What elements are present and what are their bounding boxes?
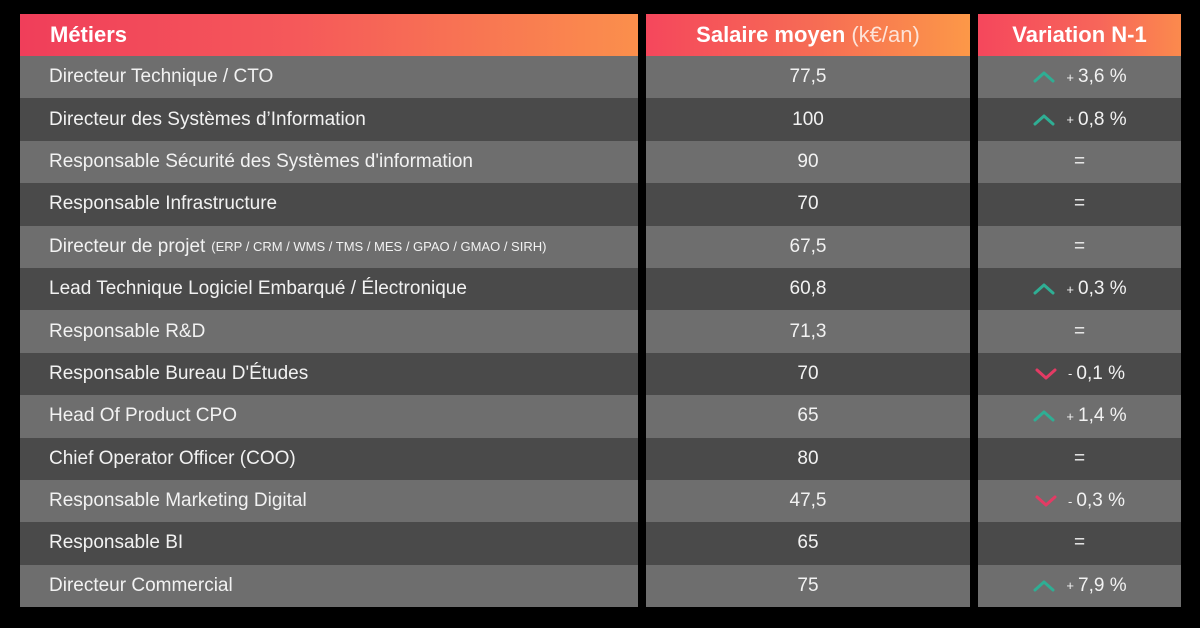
variation-value: =	[1073, 193, 1086, 215]
job-name: Responsable Infrastructure	[49, 193, 278, 215]
variation-value: 7,9 %	[1078, 574, 1127, 596]
salary-value: 80	[797, 447, 819, 469]
table-row-salary	[646, 310, 970, 352]
variation-sign: +	[1066, 578, 1074, 594]
salary-value: 100	[792, 108, 824, 130]
table-row-variation	[978, 438, 1181, 480]
salary-header-label: Salaire moyen	[696, 22, 846, 47]
salary-value: 75	[797, 574, 819, 596]
job-name: Responsable R&D	[49, 320, 206, 342]
job-name: Head Of Product CPO	[49, 405, 237, 427]
jobs-header	[20, 14, 638, 56]
variation-column	[978, 14, 1181, 607]
salary-header	[646, 14, 970, 56]
job-name: Directeur Technique / CTO	[49, 66, 274, 88]
variation-value: =	[1073, 235, 1086, 257]
table-row-job	[20, 310, 638, 352]
table-row-job	[20, 183, 638, 225]
table-row-variation	[978, 141, 1181, 183]
table-row-salary	[646, 565, 970, 607]
jobs-header-label: Métiers	[50, 22, 128, 47]
variation-value: =	[1073, 447, 1086, 469]
table-row-variation	[978, 56, 1181, 98]
salary-value: 70	[797, 193, 819, 215]
salary-value: 67,5	[789, 235, 827, 257]
salary-value: 70	[797, 362, 819, 384]
variation-sign: +	[1066, 408, 1074, 424]
variation-sign: +	[1066, 69, 1074, 85]
table-row-variation	[978, 310, 1181, 352]
table-row-variation	[978, 98, 1181, 140]
arrow-up-icon	[1032, 409, 1056, 423]
table-row-job	[20, 438, 638, 480]
table-row-job	[20, 141, 638, 183]
table-row-job	[20, 98, 638, 140]
job-name: Responsable BI	[49, 532, 184, 554]
table-row-salary	[646, 226, 970, 268]
arrow-down-icon	[1034, 367, 1058, 381]
salary-value: 65	[797, 405, 819, 427]
table-row-variation	[978, 565, 1181, 607]
variation-value: =	[1073, 532, 1086, 554]
jobs-column	[20, 14, 638, 607]
job-name: Responsable Sécurité des Systèmes d'information	[49, 150, 473, 172]
variation-value: 0,8 %	[1078, 108, 1127, 130]
salary-value: 71,3	[789, 320, 827, 342]
variation-value: 0,3 %	[1078, 278, 1127, 300]
arrow-down-icon	[1034, 494, 1058, 508]
table-row-job	[20, 522, 638, 564]
variation-value: =	[1073, 150, 1086, 172]
table-row-job	[20, 353, 638, 395]
table-row-salary	[646, 480, 970, 522]
salary-value: 47,5	[789, 490, 827, 512]
variation-sign: -	[1068, 493, 1073, 509]
variation-rows	[978, 56, 1181, 607]
arrow-up-icon	[1032, 579, 1056, 593]
table-row-job	[20, 480, 638, 522]
job-name: Directeur des Systèmes d’Information	[49, 108, 366, 130]
table-row-job	[20, 565, 638, 607]
job-name: Directeur Commercial	[49, 574, 233, 596]
table-row-salary	[646, 268, 970, 310]
table-row-job	[20, 226, 638, 268]
variation-value: 0,1 %	[1076, 362, 1125, 384]
variation-header-label: Variation N-1	[1012, 22, 1147, 47]
table-row-salary	[646, 56, 970, 98]
table-row-salary	[646, 141, 970, 183]
table-row-job	[20, 395, 638, 437]
salary-rows	[646, 56, 970, 607]
jobs-rows	[20, 56, 638, 607]
variation-sign: +	[1066, 112, 1074, 128]
job-name: Responsable Marketing Digital	[49, 490, 307, 512]
variation-value: 1,4 %	[1078, 405, 1127, 427]
job-note: (ERP / CRM / WMS / TMS / MES / GPAO / GMAO / SIRH)	[211, 239, 547, 255]
arrow-up-icon	[1032, 113, 1056, 127]
table-row-variation	[978, 226, 1181, 268]
table-row-salary	[646, 353, 970, 395]
variation-header	[978, 14, 1181, 56]
table-row-variation	[978, 522, 1181, 564]
table-row-variation	[978, 183, 1181, 225]
table-row-variation	[978, 395, 1181, 437]
table-row-salary	[646, 438, 970, 480]
variation-value: =	[1073, 320, 1086, 342]
job-name: Directeur de projet	[49, 235, 206, 257]
variation-value: 3,6 %	[1078, 66, 1127, 88]
salary-value: 90	[797, 150, 819, 172]
job-name: Responsable Bureau D'Études	[49, 362, 309, 384]
variation-sign: -	[1068, 366, 1073, 382]
salary-header-unit: (k€/an)	[851, 22, 920, 47]
job-name: Lead Technique Logiciel Embarqué / Électronique	[49, 278, 467, 300]
arrow-up-icon	[1032, 282, 1056, 296]
table-row-salary	[646, 183, 970, 225]
variation-value: 0,3 %	[1076, 490, 1125, 512]
table-row-salary	[646, 522, 970, 564]
table-row-job	[20, 56, 638, 98]
table-row-salary	[646, 98, 970, 140]
job-name: Chief Operator Officer (COO)	[49, 447, 296, 469]
table-row-job	[20, 268, 638, 310]
table-row-salary	[646, 395, 970, 437]
table-row-variation	[978, 480, 1181, 522]
table-row-variation	[978, 268, 1181, 310]
salary-value: 77,5	[789, 66, 827, 88]
salary-column	[646, 14, 970, 607]
arrow-up-icon	[1032, 70, 1056, 84]
salary-value: 65	[797, 532, 819, 554]
variation-sign: +	[1066, 281, 1074, 297]
table-row-variation	[978, 353, 1181, 395]
salary-value: 60,8	[789, 278, 827, 300]
